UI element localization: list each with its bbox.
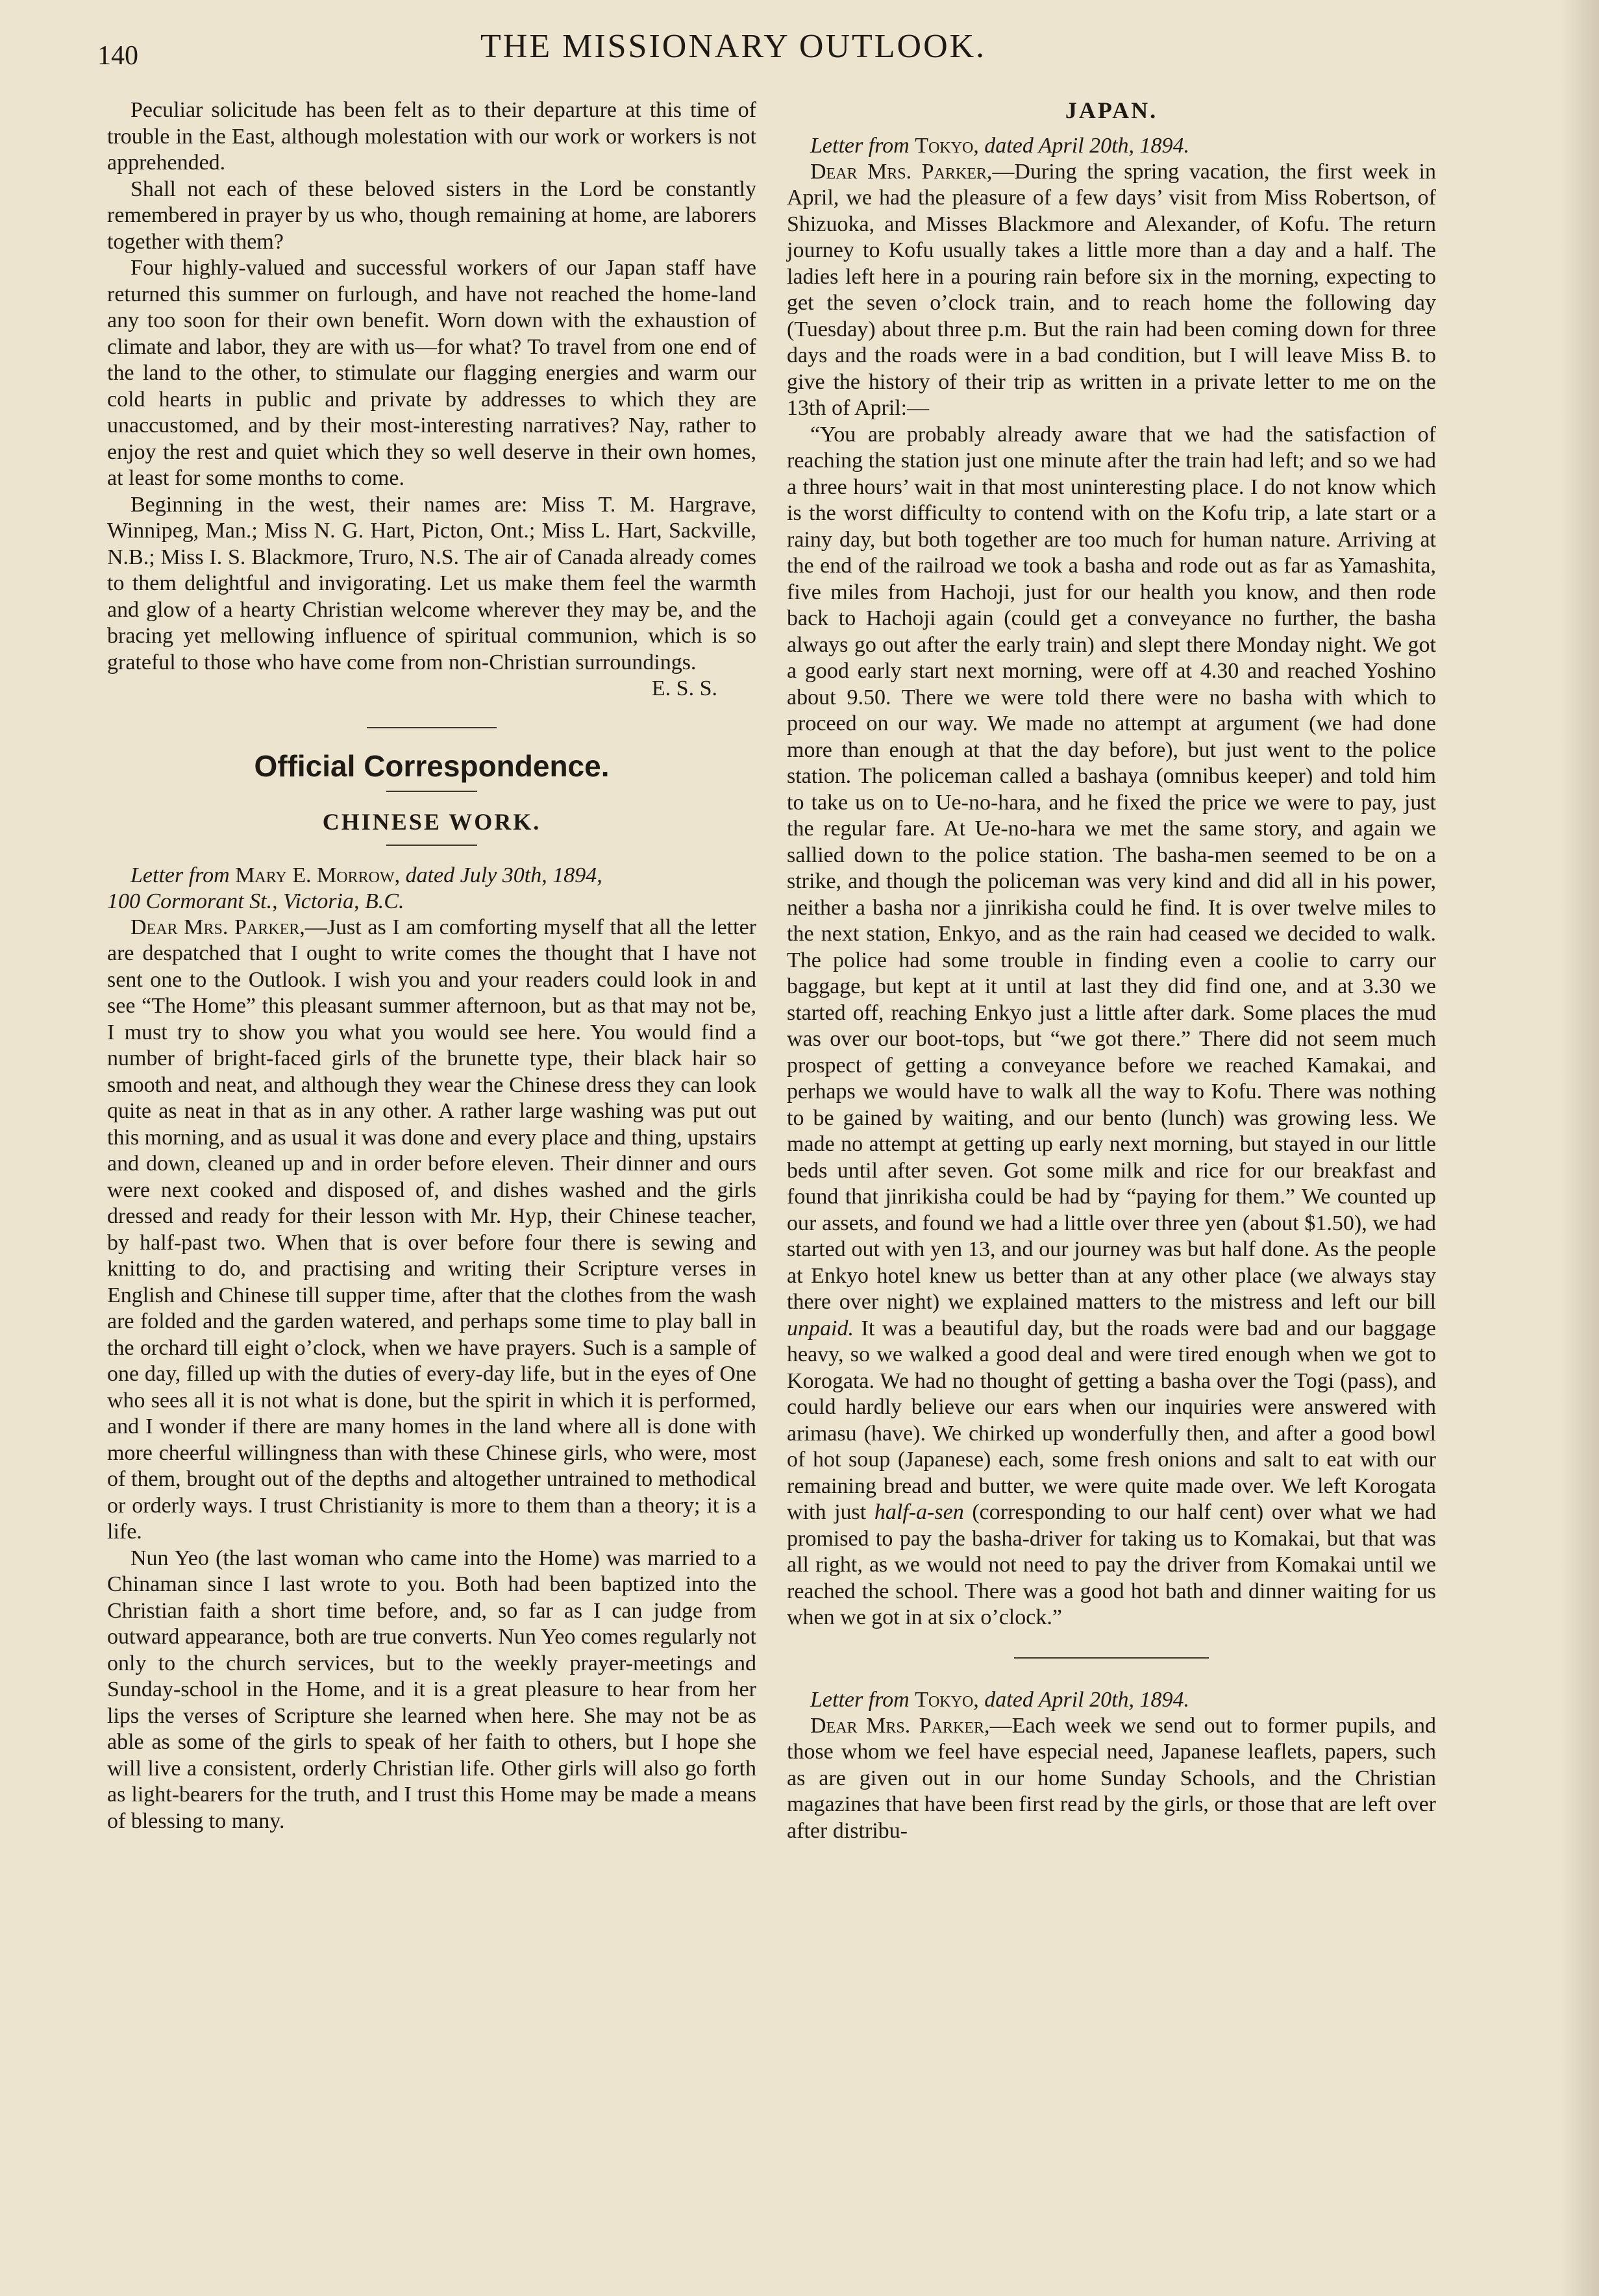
- emphasis: half-a-sen: [874, 1500, 964, 1524]
- subheading-chinese-work: CHINESE WORK.: [322, 809, 541, 835]
- byline-date: dated April 20th, 1894.: [984, 133, 1190, 158]
- letter-paragraph: [787, 159, 1436, 422]
- paragraph: Four highly-valued and successful workers of our Japan staff have returned this summer on furlough, and have not reached the home-land any too soon for their own benefit. Worn down with the exhaustion of climate and labor, they are with us—for what? To travel from one end of the land to the other, to stimulate our flagging energies and warm our cold hearts in public and private by addresses to which they are unaccustomed, and by their most-interesting narratives? Nay, rather to enjoy the rest and quiet which they so well deserve in their own homes, at least for some months to come.: [107, 256, 756, 490]
- page-binding-shadow: [1560, 0, 1599, 2296]
- byline-author: Mary E. Morrow,: [235, 863, 401, 887]
- letter-paragraph: [787, 422, 1436, 1631]
- paragraph: Beginning in the west, their names are: Miss T. M. Hargrave, Winnipeg, Man.; Miss N. G. Hart, Picton, Ont.; Miss L. Hart, Sackville, N.B.; Miss I. S. Blackmore, Truro, N.S. The air of Canada already comes to them delightful and invigorating. Let us make them feel the warmth and glow of a hearty Christian welcome wherever they may be, and the bracing yet mellowing influence of spiritual communion, which is so grateful to those who have come from non-Christian surroundings.: [107, 492, 756, 674]
- letter-text: It was a beautiful day, but the roads were bad and our baggage heavy, so we walked a good deal and were tired enough when we got to Korogata. We had no thought of getting a basha over the Togi (pass), and could hardly believe our ears when our inquiries were answered with arimasu (have). We chirked up wonderfully then, and after a good bowl of hot soup (Japanese) each, some fresh onions and salt to eat with our remaining bread and butter, we were quite made over. We left Korogata with just: [787, 1316, 1436, 1524]
- letter-text: —Each week we send out to former pupils, and those whom we feel have especial need, Japanese leaflets, papers, such as are given out in our home Sunday Schools, and the Christian magazines that have been first read by the girls, or those that are left over after distribu-: [787, 1713, 1437, 1843]
- paragraph: Peculiar solicitude has been felt as to their departure at this time of trouble in the East, although molestation with our work or workers is not apprehended.: [107, 98, 756, 175]
- byline-place: Tokyo,: [915, 1687, 979, 1712]
- byline-date: dated April 20th, 1894.: [984, 1687, 1190, 1712]
- section-heading: Official Correspondence.: [254, 748, 610, 783]
- left-column: [107, 97, 756, 1834]
- byline-prefix: Letter from: [130, 863, 230, 887]
- byline-place: Tokyo,: [915, 133, 979, 158]
- divider-rule: [386, 791, 477, 792]
- emphasis: unpaid.: [787, 1316, 854, 1340]
- divider-rule: [386, 845, 477, 846]
- page-number: 140: [97, 41, 138, 71]
- letter-text: —During the spring vacation, the first week in April, we had the pleasure of a few days’ visit from Miss Robertson, of Shizuoka, and Misses Blackmore and Alexander, of Kofu. The return journey to Kofu usually takes a little more than a day and a half. The ladies left here in a pouring rain before six in the morning, expecting to get the seven o’clock train, and to reach home the following day (Tuesday) about three p.m. But the rain had been coming down for three days and the roads were in a bad condition, but I will leave Miss B. to give the history of their trip as written in a private letter to me on the 13th of April:—: [787, 159, 1437, 420]
- paragraph: Shall not each of these beloved sisters in the Lord be constantly remembered in prayer by us who, though remaining at home, are laborers together with them?: [107, 177, 756, 254]
- divider-rule: [367, 727, 497, 728]
- divider-rule: [1014, 1657, 1209, 1659]
- letter-paragraph: [107, 915, 756, 1546]
- letter-byline: [107, 863, 756, 915]
- right-column: [787, 97, 1436, 1844]
- byline-prefix: Letter from: [810, 133, 910, 158]
- letter-byline: [787, 1687, 1436, 1713]
- byline-address: 100 Cormorant St., Victoria, B.C.: [107, 889, 404, 913]
- salutation: Dear Mrs. Parker,: [130, 915, 305, 939]
- letter-text: —Just as I am comforting myself that all the letter are despatched that I ought to write comes the thought that I have not sent one to the Outlook. I wish you and your readers could look in and see “The Home” this pleasant summer afternoon, but as that may not be, I must try to show you what you would see here. You would find a number of bright-faced girls of the brunette type, their black hair so smooth and neat, and although they wear the Chinese dress they can look quite as neat in that as in any other. A rather large washing was put out this morning, and as usual it was done and every place and thing, upstairs and down, cleaned up and in order before eleven. Their dinner and ours were next cooked and disposed of, and dishes washed and the girls dressed and ready for their lesson with Mr. Hyp, their Chinese teacher, by half-past two. When that is over before four there is sewing and knitting to do, and practising and writing their Scripture verses in English and Chinese till supper time, after that the clothes from the wash are folded and the garden watered, and perhaps some time to play ball in the orchard till eight o’clock, when we have prayers. Such is a sample of one day, filled up with the duties of every-day life, but in the eyes of One who sees all it is not what is done, but the spirit in which it is performed, and I wonder if there are many homes in the land where all is done with more cheerful willingness than with these Chinese girls, who were, most of them, brought out of the depths and altogether untrained to methodical or orderly ways. I trust Christianity is more to them than a theory; it is a life.: [107, 915, 756, 1544]
- subheading-japan: JAPAN.: [1065, 97, 1158, 123]
- signature: E. S. S.: [651, 676, 717, 700]
- salutation: Dear Mrs. Parker,: [810, 1713, 990, 1738]
- salutation: Dear Mrs. Parker,: [810, 159, 993, 184]
- running-head: THE MISSIONARY OUTLOOK.: [480, 28, 987, 65]
- byline-date: dated July 30th, 1894,: [405, 863, 602, 887]
- letter-byline: [787, 133, 1436, 159]
- letter-text: “You are probably already aware that we had the satisfaction of reaching the station just one minute after the train had left; and so we had a three hours’ wait in that most uninteresting place. I do not know which is the worst difficulty to contend with on the Kofu trip, a late start or a rainy day, but both together are too much for human nature. Arriving at the end of the railroad we took a basha and rode out as far as Yamashita, five miles from Hachoji, just for our health you know, and then rode back to Hachoji again (could get a conveyance no further, the basha always go out after the early train) and slept there Monday night. We got a good early start next morning, were off at 4.30 and reached Yoshino about 9.50. There we were told there were no basha with which to proceed on our way. We made no attempt at argument (we had done more than enough at that the day before), but just went to the police station. The policeman called a bashaya (omnibus keeper) and told him to take us on to Ue-no-hara, and he fixed the price we were to pay, just the regular fare. At Ue-no-hara we met the same story, and again we sallied down to the police station. The basha-men seemed to be on a strike, and though the policeman was very kind and did all in his power, neither a basha nor a jinrikisha could he find. It is over twelve miles to the next station, Enkyo, and as the rain had ceased we decided to walk. The police had some trouble in finding even a coolie to carry our baggage, but kept at it until at last they did find one, and at 3.30 we started off, reaching Enkyo just a little after dark. Some places the mud was over our boot-tops, but “we got there.” There did not seem much prospect of getting a conveyance before we reached Kamakai, and perhaps we would have to walk all the way to Kofu. There was nothing to be gained by waiting, and our bento (lunch) was growing less. We made no attempt at getting up early next morning, but stayed in our little beds until after seven. Got some milk and rice for our breakfast and found that jinrikisha could be had by “paying for them.” We counted up our assets, and found we had a little over three yen (about $1.50), we had started out with yen 13, and our journey was but half done. As the people at Enkyo hotel knew us better than at any other place (we always stay there over night) we explained matters to the mistress and left our bill: [787, 422, 1436, 1314]
- byline-prefix: Letter from: [810, 1687, 910, 1712]
- letter-text: (corresponding to our half cent) over what we had promised to pay the basha-driver for taking us to Komakai, but that was all right, as we would not need to pay the driver from Komakai until we reached the school. There was a good hot bath and dinner waiting for us when we got in at six o’clock.”: [787, 1500, 1436, 1629]
- letter-paragraph: Nun Yeo (the last woman who came into the Home) was married to a Chinaman since I last wrote to you. Both had been baptized into the Christian faith a short time before, and, so far as I can judge from outward appearance, both are true converts. Nun Yeo comes regularly not only to the church services, but to the weekly prayer-meetings and Sunday-school in the Home, and it is a great pleasure to hear from her lips the verses of Scripture she learned when here. She may not be as able as some of the girls to speak of her faith to others, but I hope she will live a consistent, orderly Christian life. Other girls will also go forth as light-bearers for the truth, and I trust this Home may be made a means of blessing to many.: [107, 1546, 756, 1833]
- letter-paragraph: [787, 1713, 1436, 1845]
